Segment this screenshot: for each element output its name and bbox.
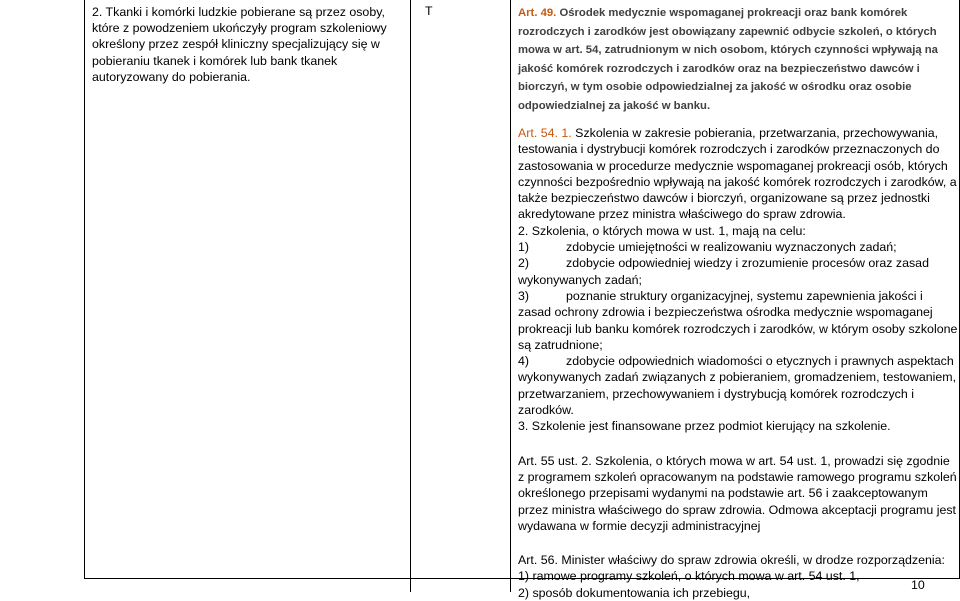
art54-p2: 2. Szkolenia, o których mowa w ust. 1, mają na celu: [518,223,806,238]
art55-paragraph: Art. 55 ust. 2. Szkolenia, o których mowa w art. 54 ust. 1, prowadzi się zgodnie z programem szkoleń opracowanym na podstawie ramowego programu szkoleń określonego przepisami wydanymi na podstawie art. 56 i zaakceptowanym przez ministra właściwego do spraw zdrowia. Odmowa akceptacji programu jest wydawana w formie decyzji administracyjnej [518,453,957,533]
art54-item: 2) zdobycie odpowiedniej wiedzy i zrozumienie procesów oraz zasad wykonywanych zadań; [518,256,929,287]
art49-text: Ośrodek medycznie wspomaganej prokreacji oraz bank komórek rozrodczych i zarodków jest obowiązany zapewnić odbycie szkoleń, o których mowa w art. 54, zatrudnionym w nich osobom, których czynności wpływają na jakość komórek rozrodczych i zarodków oraz na bezpieczeństwo dawców i biorczyń, w tym osobie odpowiedzialnej za jakość w ośrodku oraz osobie odpowiedzialnej za jakość w banku. [518,7,938,112]
art56-item: 1) ramowe programy szkoleń, o których mowa w art. 54 ust. 1, [518,569,860,584]
page-number: 10 [911,578,925,592]
art54-item: 4) zdobycie odpowiednich wiadomości o etycznych i prawnych aspektach wykonywanych zadań związanych z pobieraniem, gromadzeniem, testowaniem, przetwarzaniem, przechowywaniem i dystrybucją komórek rozrodczych i zarodków. [518,354,957,418]
art54-item: 1) zdobycie umiejętności w realizowaniu wyznaczonych zadań; [518,240,897,255]
column-divider [510,0,511,592]
art56-item: 2) sposób dokumentowania ich przebiegu, [518,585,751,600]
art54-section [518,125,958,601]
art49-paragraph [518,4,958,115]
art49-prefix: Art. 49. [518,7,557,19]
left-cell-text: 2. Tkanki i komórki ludzkie pobierane są przez osoby, które z powodzeniem ukończyły program szkoleniowy określony przez zespół kliniczny specjalizujący się w pobieraniu tkanek i komórek lub bank tkanek autoryzowany do pobierania. [92,5,387,84]
column-divider [410,0,411,592]
middle-cell-text: T [425,4,433,18]
art56-intro: Art. 56. Minister właściwy do spraw zdrowia określi, w drodze rozporządzenia: [518,553,945,568]
art54-prefix: Art. 54. 1. [518,126,572,140]
right-cell [518,4,958,601]
art54-item: 3) poznanie struktury organizacyjnej, systemu zapewnienia jakości i zasad ochrony zdrowia i bezpieczeństwa ośrodka medycznie wspomaganej prokreacji lub banku komórek rozrodczych i zarodków, w którym osoby szkolone są zatrudnione; [518,288,958,352]
art54-p1: Szkolenia w zakresie pobierania, przetwarzania, przechowywania, testowania i dystrybucji komórek rozrodczych i zarodków przeznaczonych do zastosowania w procedurze medycznie wspomaganej prokreacji osób, których czynności bezpośrednio wpływają na jakość komórek rozrodczych i zarodków, a także bezpieczeństwo dawców i biorczyń, organizowane są przez jednostki akredytowane przez ministra właściwego do spraw zdrowia. [518,126,957,222]
art54-p3: 3. Szkolenie jest finansowane przez podmiot kierujący na szkolenie. [518,419,891,434]
